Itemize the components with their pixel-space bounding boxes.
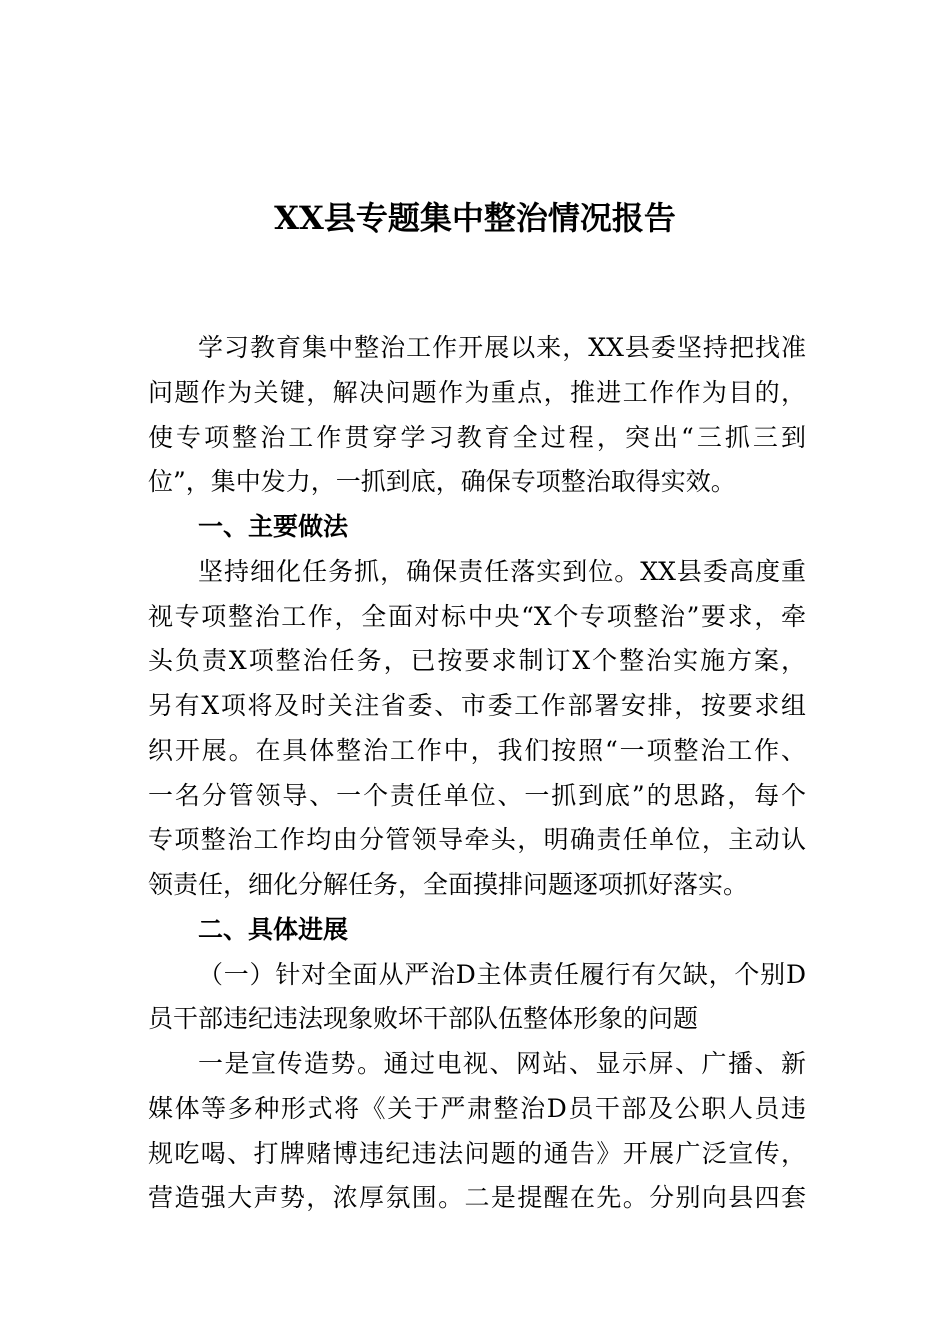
document-body [148,326,806,1221]
text-line: 织开展。在具体整治工作中，我们按照“一项整治工作、 [148,735,806,765]
text-line: 一是宣传造势。通过电视、网站、显示屏、广播、新 [198,1049,806,1078]
text-line: 营造强大声势，浓厚氛围。二是提醒在先。分别向县四套 [148,1183,806,1213]
text-line: 问题作为关键，解决问题作为重点，推进工作作为目的， [148,377,806,407]
paragraph [148,550,806,908]
paragraph [148,953,806,1043]
text-line: 学习教育集中整治工作开展以来，XX县委坚持把找准 [198,333,806,362]
text-line: 专项整治工作均由分管领导牵头，明确责任单位，主动认 [148,825,806,855]
text-line: 一名分管领导、一个责任单位、一抓到底”的思路，每个 [148,780,806,810]
text-line: 一、主要做法 [198,512,349,541]
text-line: 视专项整治工作，全面对标中央“X个专项整治”要求，牵 [148,601,806,631]
text-line: 规吃喝、打牌赌博违纪违法问题的通告》开展广泛宣传， [148,1138,806,1168]
paragraph [148,1042,806,1221]
text-line: 另有X项将及时关注省委、市委工作部署安排，按要求组 [148,691,806,720]
text-line: 使专项整治工作贯穿学习教育全过程，突出“三抓三到 [148,422,806,452]
text-line: 员干部违纪违法现象败坏干部队伍整体形象的问题 [148,1004,699,1034]
document-title: XX县专题集中整治情况报告 [274,199,676,237]
text-line: 媒体等多种形式将《关于严肃整治D员干部及公职人员违 [148,1093,806,1123]
text-line: 位”，集中发力，一抓到底，确保专项整治取得实效。 [148,467,736,497]
text-line: 头负责X项整治任务，已按要求制订X个整治实施方案， [148,646,806,676]
paragraph [148,326,806,505]
text-line: （一）针对全面从严治D主体责任履行有欠缺，个别D [198,959,806,989]
section-heading [148,505,806,550]
section-heading [148,908,806,953]
text-line: 二、具体进展 [198,914,349,944]
text-line: 坚持细化任务抓，确保责任落实到位。XX县委高度重 [198,556,806,586]
text-line: 领责任，细化分解任务，全面摸排问题逐项抓好落实。 [148,870,749,899]
